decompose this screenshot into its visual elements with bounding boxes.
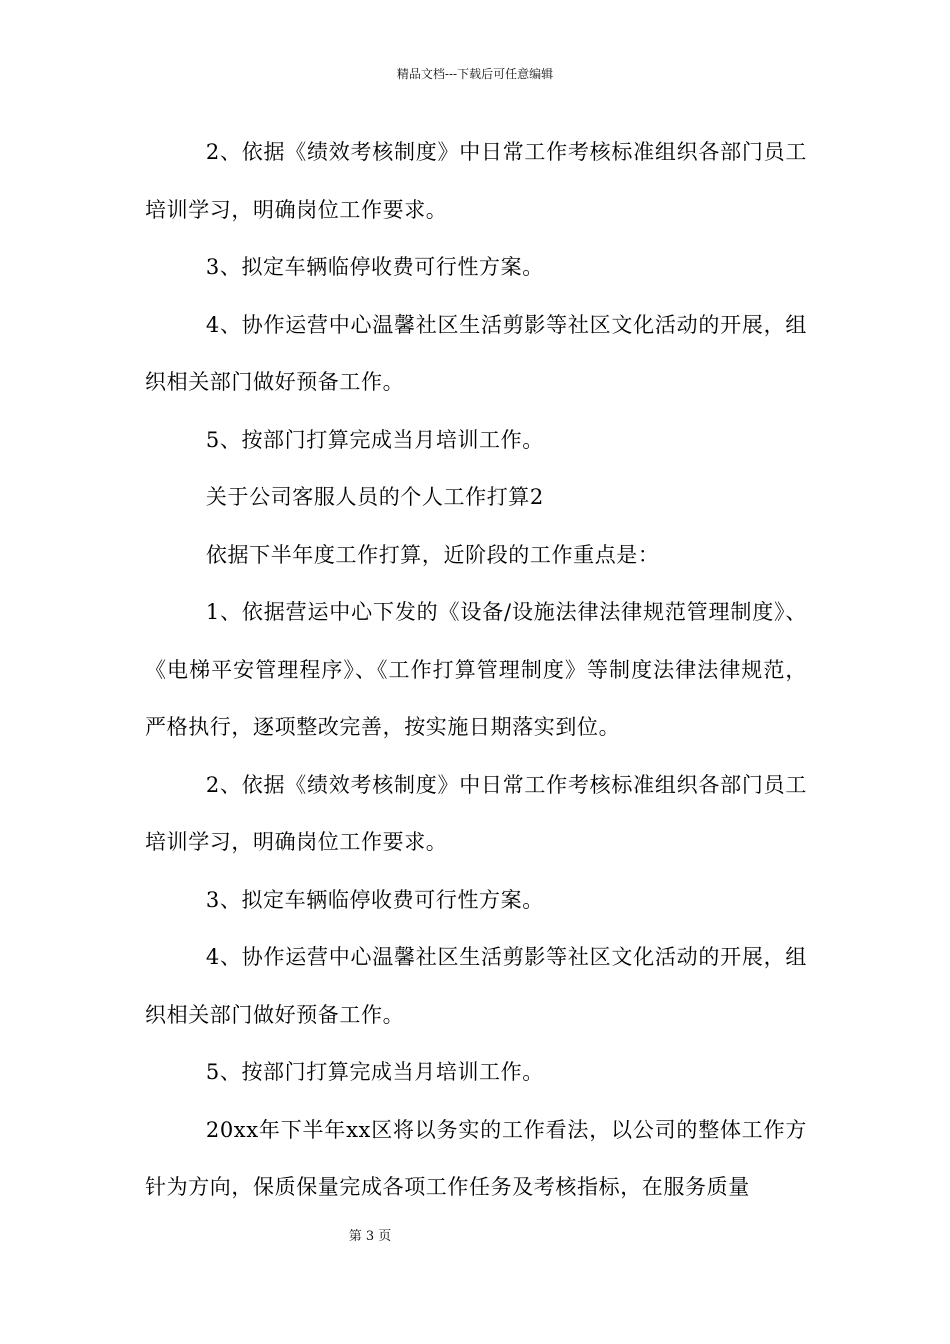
paragraph: 4、协作运营中心温馨社区生活剪影等社区文化活动的开展，组织相关部门做好预备工作。 [145, 312, 807, 394]
page-header: 精品文档---下载后可任意编辑 [396, 67, 554, 81]
document-body [145, 124, 807, 1217]
page-number: 第 3 页 [348, 1229, 392, 1244]
paragraph: 5、按部门打算完成当月培训工作。 [205, 1060, 544, 1084]
section-title: 关于公司客服人员的个人工作打算2 [205, 485, 544, 509]
paragraph: 2、依据《绩效考核制度》中日常工作考核标准组织各部门员工培训学习，明确岗位工作要求。 [145, 772, 807, 854]
paragraph: 3、拟定车辆临停收费可行性方案。 [205, 887, 544, 912]
paragraph: 依据下半年度工作打算，近阶段的工作重点是： [205, 542, 660, 567]
paragraph: 4、协作运营中心温馨社区生活剪影等社区文化活动的开展，组织相关部门做好预备工作。 [145, 945, 807, 1027]
paragraph: 5、按部门打算完成当月培训工作。 [205, 427, 544, 452]
paragraph: 2、依据《绩效考核制度》中日常工作考核标准组织各部门员工培训学习，明确岗位工作要求。 [145, 140, 807, 222]
paragraph: 3、拟定车辆临停收费可行性方案。 [205, 255, 544, 279]
paragraph: 1、依据营运中心下发的《设备/设施法律法律规范管理制度》、《电梯平安管理程序》、《工作打算管理制度》等制度法律法律规范，严格执行，逐项整改完善，按实施日期落实到位。 [145, 600, 807, 739]
paragraph: 20xx年下半年xx区将以务实的工作看法，以公司的整体工作方针为方向，保质保量完成各项工作任务及考核指标，在服务质量 [145, 1117, 807, 1199]
